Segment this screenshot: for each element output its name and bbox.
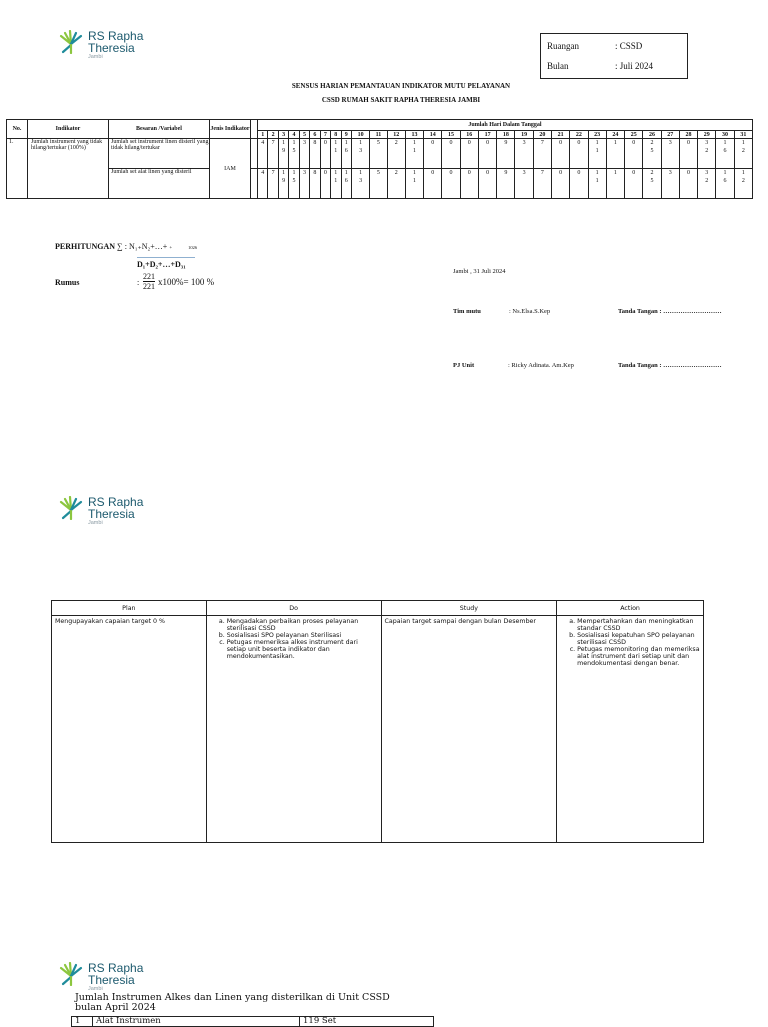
day-header: 1 [258, 131, 268, 139]
signature-line-2: Tanda Tangan : ……………………… [618, 362, 722, 369]
row-no: 1. [7, 139, 28, 199]
logo-city: Jambi [88, 520, 103, 526]
day-header: 29 [698, 131, 716, 139]
day-value: 2 5 [643, 139, 661, 169]
day-header: 14 [424, 131, 442, 139]
bottom-row-no: 1 [72, 1017, 93, 1027]
pdsa-plan: Mengupayakan capaian target 0 % [52, 616, 207, 843]
day-value: 3 2 [698, 139, 716, 169]
logo-name-line1: RS Rapha [88, 29, 144, 43]
day-header: 12 [387, 131, 405, 139]
bottom-section [75, 993, 390, 1013]
pdsa-do-item: b. Sosialisasi SPO pelayanan Sterilisasi [227, 632, 378, 639]
day-header: 24 [606, 131, 624, 139]
bottom-row-value: 119 Set [300, 1017, 434, 1027]
leaf-logo-icon [58, 962, 84, 986]
day-value: 2 [387, 139, 405, 169]
day-value: 0 [552, 139, 570, 169]
rumus-result: x100%= 100 % [158, 277, 215, 287]
day-value: 1 1 [588, 169, 606, 199]
pdsa-study: Capaian target sampai dengan bulan Desember [381, 616, 557, 843]
day-header: 20 [533, 131, 551, 139]
logo-name-line2: Theresia [88, 507, 135, 521]
day-value: 0 [442, 139, 460, 169]
day-value: 1 1 [588, 139, 606, 169]
logo-name-line2: Theresia [88, 41, 135, 55]
col-besaran: Besaran /Variabel [109, 120, 210, 139]
day-value: 3 [515, 139, 533, 169]
day-header: 19 [515, 131, 533, 139]
day-header: 2 [268, 131, 278, 139]
day-value: 1 3 [351, 139, 369, 169]
col-jumlah-hari: Jumlah Hari Dalam Tanggal [258, 120, 753, 131]
logo-city: Jambi [88, 54, 103, 60]
day-header: 28 [679, 131, 697, 139]
day-value: 1 [606, 139, 624, 169]
day-value: 9 [497, 139, 515, 169]
col-indikator: Indikator [28, 120, 109, 139]
info-box [540, 33, 688, 79]
day-value: 0 [478, 169, 496, 199]
day-header: 18 [497, 131, 515, 139]
day-value: 0 [442, 169, 460, 199]
day-value: 0 [478, 139, 496, 169]
pdsa-action [557, 616, 704, 843]
day-header: 30 [716, 131, 734, 139]
day-value: 4 [258, 169, 268, 199]
day-value: 1 1 [405, 139, 423, 169]
report-title-line1: SENSUS HARIAN PEMANTAUAN INDIKATOR MUTU PELAYANAN [291, 82, 511, 90]
day-value: 1 1 [405, 169, 423, 199]
day-header: 10 [351, 131, 369, 139]
day-value: 2 [387, 169, 405, 199]
day-value: 9 [497, 169, 515, 199]
day-header: 11 [370, 131, 387, 139]
day-value: 1 6 [341, 169, 351, 199]
day-value: 7 [268, 139, 278, 169]
pdsa-do-item: a. Mengadakan perbaikan proses pelayanan sterilisasi CSSD [227, 618, 378, 632]
day-value: 3 [515, 169, 533, 199]
pdsa-header-do: Do [206, 601, 381, 616]
logo-name-line1: RS Rapha [88, 495, 144, 509]
day-value: 3 [661, 139, 679, 169]
day-value: 7 [533, 169, 551, 199]
leaf-logo-icon [58, 30, 84, 54]
pdsa-table [51, 600, 704, 843]
col-jenis: Jenis Indikator [210, 120, 251, 139]
pdsa-action-item: a. Mempertahankan dan meningkatkan standar CSSD [577, 618, 700, 632]
day-value: 0 [424, 139, 442, 169]
day-value: 4 [258, 139, 268, 169]
pdsa-do-item: c. Petugas memeriksa alkes instrument dari setiap unit beserta indikator dan mendokumentasikan. [227, 639, 378, 660]
hospital-logo-3 [58, 962, 143, 993]
day-value: 7 [268, 169, 278, 199]
day-header: 21 [552, 131, 570, 139]
signature-line-1: Tanda Tangan : ……………………… [618, 308, 722, 315]
calc-block [55, 242, 197, 251]
logo-name-line2: Theresia [88, 973, 135, 987]
hospital-logo-2 [58, 496, 143, 527]
day-value: 1 3 [351, 169, 369, 199]
day-value: 0 [552, 169, 570, 199]
numerator-formula: : N₁₊N₂+…+ [124, 242, 168, 251]
bulan-label: Bulan [547, 61, 569, 71]
day-value: 1 6 [716, 139, 734, 169]
day-value: 3 [661, 169, 679, 199]
col-no: No. [7, 120, 28, 139]
day-header: 23 [588, 131, 606, 139]
day-value: 0 [570, 139, 588, 169]
fraction-line [137, 257, 195, 258]
logo-city: Jambi [88, 986, 103, 992]
fraction-bottom: 221 [143, 282, 155, 291]
report-title-line2: CSSD RUMAH SAKIT RAPHA THERESIA JAMBI [321, 96, 481, 104]
bottom-title-line2: bulan April 2024 [75, 1001, 156, 1013]
day-value: 5 [370, 169, 387, 199]
day-header: 27 [661, 131, 679, 139]
day-value: 1 [606, 169, 624, 199]
fraction-top: 221 [143, 272, 155, 281]
hospital-logo [58, 30, 143, 61]
numerator-plus: + [169, 246, 173, 251]
day-value: 3 [299, 139, 309, 169]
day-value: 1 2 [734, 139, 752, 169]
numerator-note: 1026 [188, 245, 198, 250]
pdsa-action-item: b. Sosialisasi kepatuhan SPO pelayanan sterilisasi CSSD [577, 632, 700, 646]
day-header: 9 [341, 131, 351, 139]
pdsa-do [206, 616, 381, 843]
pdsa-header-plan: Plan [52, 601, 207, 616]
day-value: 3 [299, 169, 309, 199]
day-header: 16 [460, 131, 478, 139]
bottom-row-label: Alat Instrumen [93, 1017, 300, 1027]
day-value: 1 5 [289, 139, 299, 169]
day-value: 8 [310, 139, 320, 169]
rumus-label: Rumus [55, 278, 80, 287]
bottom-table [71, 1016, 434, 1027]
day-header: 25 [625, 131, 643, 139]
logo-name-line1: RS Rapha [88, 961, 144, 975]
day-value: 0 [460, 169, 478, 199]
tim-mutu-label: Tim mutu [453, 308, 481, 315]
ruangan-label: Ruangan [547, 41, 579, 51]
leaf-logo-icon [58, 496, 84, 520]
day-value: 0 [320, 139, 330, 169]
row-indikator: Jumlah instrument yang tidak hilang/tertukar (100%) [28, 139, 109, 199]
day-value: 0 [460, 139, 478, 169]
day-value: 0 [320, 169, 330, 199]
tim-mutu-value: : Ns.Elsa.S.Kep [509, 308, 551, 315]
day-header: 4 [289, 131, 299, 139]
perhitungan-label: PERHITUNGAN [55, 242, 116, 251]
day-value: 8 [310, 169, 320, 199]
day-value: 0 [679, 139, 697, 169]
day-value: 1 9 [278, 169, 288, 199]
day-value: 1 6 [341, 139, 351, 169]
day-value: 1 9 [278, 139, 288, 169]
day-header: 5 [299, 131, 309, 139]
bottom-title-line1: Jumlah Instrumen Alkes dan Linen yang disterilkan di Unit CSSD [75, 992, 390, 1003]
place-date: Jambi , 31 Juli 2024 [453, 268, 506, 275]
day-header: 3 [278, 131, 288, 139]
day-value: 5 [370, 139, 387, 169]
row-jenis: IAM [210, 139, 251, 199]
day-value: 0 [424, 169, 442, 199]
day-value: 1 6 [716, 169, 734, 199]
day-value: 2 5 [643, 169, 661, 199]
day-value: 1 1 [331, 169, 341, 199]
day-header: 7 [320, 131, 330, 139]
day-value: 0 [679, 169, 697, 199]
day-header: 17 [478, 131, 496, 139]
sigma-symbol: ∑ [117, 242, 123, 251]
day-value: 0 [625, 169, 643, 199]
day-value: 3 2 [698, 169, 716, 199]
day-value: 0 [570, 169, 588, 199]
pdsa-action-item: c. Petugas memonitoring dan memeriksa alat instrument dari setiap unit dan mendokumentasi dengan benar. [577, 646, 700, 667]
ruangan-value: : CSSD [615, 41, 643, 51]
rumus-colon: : [137, 278, 140, 287]
day-value: 1 2 [734, 169, 752, 199]
day-value: 1 5 [289, 169, 299, 199]
rumus-fraction [143, 272, 155, 291]
pj-unit-label: PJ Unit [453, 362, 475, 369]
day-header: 6 [310, 131, 320, 139]
day-value: 1 1 [331, 139, 341, 169]
day-header: 15 [442, 131, 460, 139]
row-var2: Jumlah set alat linen yang disteril [109, 169, 210, 199]
day-value: 7 [533, 139, 551, 169]
denominator-formula: D₁+D₂+…+D₃₁ [137, 260, 186, 269]
indicator-table [6, 119, 753, 199]
day-header: 26 [643, 131, 661, 139]
day-header: 22 [570, 131, 588, 139]
day-value: 0 [625, 139, 643, 169]
row-var1: Jumlah set instrument linen disteril yang tidak hilang/tertukar [109, 139, 210, 169]
day-header: 8 [331, 131, 341, 139]
pdsa-header-study: Study [381, 601, 557, 616]
pdsa-header-action: Action [557, 601, 704, 616]
day-header: 31 [734, 131, 752, 139]
bulan-value: : Juli 2024 [615, 61, 654, 71]
day-header: 13 [405, 131, 423, 139]
pj-unit-value: : Ricky Adinata. Am.Kep [508, 362, 574, 369]
